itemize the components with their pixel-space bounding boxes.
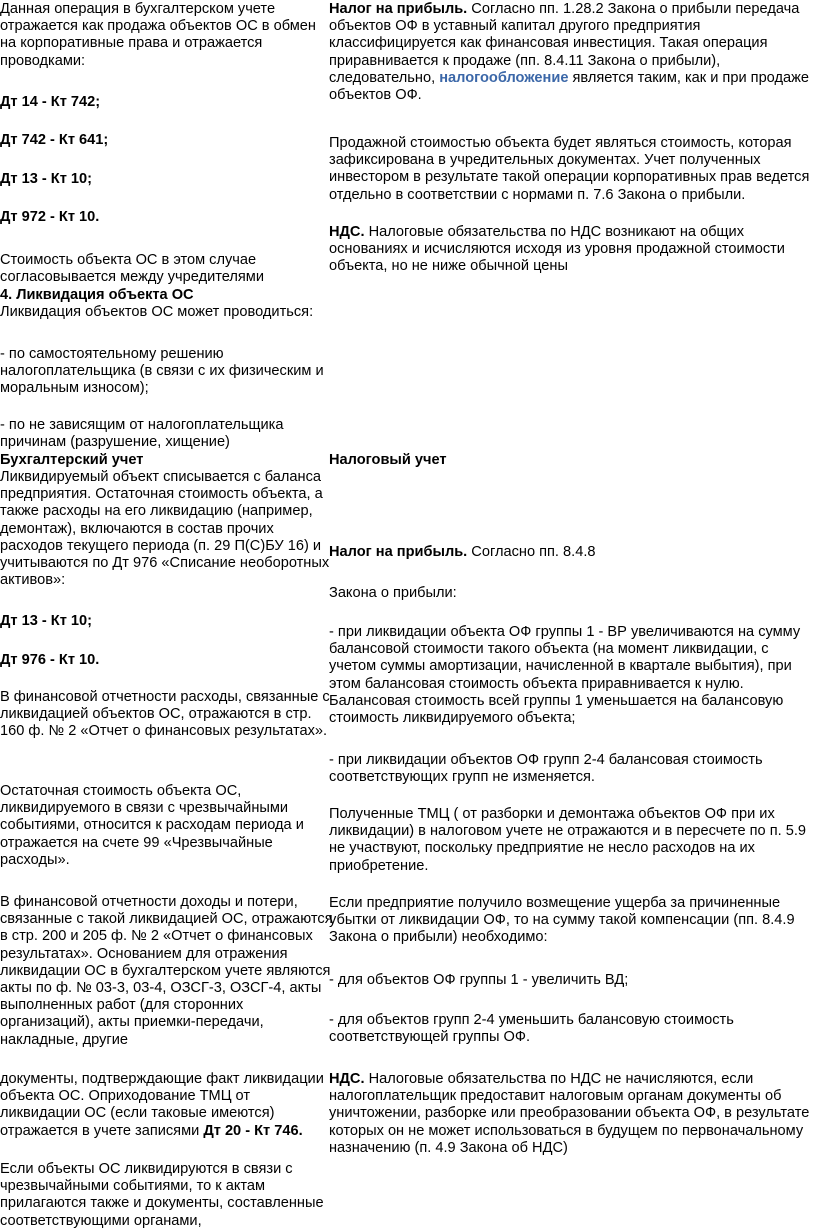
profit-tax-heading: Налог на прибыль.	[329, 1, 468, 17]
section-4-heading: 4. Ликвидация объекта ОС	[0, 287, 194, 303]
financial-report-paragraph: В финансовой отчетности расходы, связанные с ликвидацией объектов ОС, отражаются в стр. 160 ф. № 2 «Отчет о финансовых результатах».	[0, 689, 330, 740]
sale-cost-paragraph: Продажной стоимостью объекта будет являться стоимость, которая зафиксирована в учредительных документах. Учет полученных инвестором в результате такой операции корпоративных прав ведется отдельно в соответствии с нормами п. 7.6 Закона о прибыли.	[329, 135, 810, 203]
law-reference: Закона о прибыли:	[329, 585, 457, 601]
entry-dt976-kt10: Дт 976 - Кт 10.	[0, 652, 100, 668]
liquidation-intro: Ликвидация объектов ОС может проводиться:	[0, 304, 314, 320]
liquidation-bullet-2: - по не зависящим от налогоплательщика причинам (разрушение, хищение)	[0, 417, 284, 451]
tax-accounting-heading: Налоговый учет	[329, 452, 447, 468]
profit-tax-liquidation-paragraph: Налог на прибыль. Согласно пп. 8.4.8	[329, 544, 596, 560]
vat-liquidation-paragraph: НДС. Налоговые обязательства по НДС не начисляются, если налогоплательщик предоставит налоговым органам документы об уничтожении, разборке или преобразовании объекта ОФ, в результате которых он не может использоваться в будущем по первоначальному назначению (п. 4.9 Закона об НДС)	[329, 1071, 810, 1156]
documents-paragraph: документы, подтверждающие факт ликвидации объекта ОС. Оприходование ТМЦ от ликвидации ОС (если таковые имеются) отражается в учете записями Дт 20 - Кт 746.	[0, 1071, 324, 1139]
entry-dt13-kt10-liquidation: Дт 13 - Кт 10;	[0, 613, 93, 629]
liquidation-bullet-1: - по самостоятельному решению налогоплательщика (в связи с их физическим и моральным износом);	[0, 346, 324, 397]
entry-dt20-kt746: Дт 20 - Кт 746.	[203, 1122, 303, 1139]
groups-2-4-bullet: - для объектов групп 2-4 уменьшить балансовую стоимость соответствующей группы ОФ.	[329, 1012, 734, 1046]
vat-paragraph: НДС. Налоговые обязательства по НДС возникают на общих основаниях и исчисляются исходя из уровня продажной стоимости объекта, но не ниже обычной цены	[329, 224, 785, 275]
taxation-link[interactable]: налогообложение	[439, 69, 569, 86]
emergency-paragraph: Остаточная стоимость объекта ОС, ликвидируемого в связи с чрезвычайными событиями, относится к расходам периода и отражается на счете 99 «Чрезвычайные расходы».	[0, 783, 304, 868]
compensation-paragraph: Если предприятие получило возмещение ущерба за причиненные убытки от ликвидации ОФ, то на сумму такой компенсации (пп. 8.4.9 Закона о прибыли) необходимо:	[329, 895, 795, 946]
accounting-heading: Бухгалтерский учет	[0, 452, 144, 468]
profit-tax-heading-2: Налог на прибыль.	[329, 544, 468, 560]
accounting-paragraph: Ликвидируемый объект списывается с баланса предприятия. Остаточная стоимость объекта, а также расходы на его ликвидацию (например, демонтаж), включаются в состав прочих расходов текущего периода (п. 29 П(С)БУ 16) и учитываются по Дт 976 «Списание необоротных активов»:	[0, 469, 330, 589]
groups-2-4-paragraph: - при ликвидации объектов ОФ групп 2-4 балансовая стоимость соответствующих групп не изменяется.	[329, 752, 763, 786]
entry-dt14-kt742: Дт 14 - Кт 742;	[0, 94, 101, 110]
entry-dt972-kt10: Дт 972 - Кт 10.	[0, 209, 100, 225]
intro-paragraph: Данная операция в бухгалтерском учете отражается как продажа объектов ОС в обмен на корпоративные права и отражается проводками:	[0, 1, 316, 69]
tmc-paragraph: Полученные ТМЦ ( от разборки и демонтажа объектов ОФ при их ликвидации) в налоговом учете не отражаются и в пересчете по п. 5.9 не участвуют, поскольку предприятие не несло расходов на их приобретение.	[329, 806, 806, 874]
group-1-paragraph: - при ликвидации объекта ОФ группы 1 - ВР увеличиваются на сумму балансовой стоимости такого объекта (на момент ликвидации, с учетом суммы амортизации, начисленной в квартале выбытия), при этом балансовая стоимость объекта приравнивается к нулю. Балансовая стоимость всей группы 1 уменьшается на балансовую стоимость ликвидируемого объекта;	[329, 624, 801, 727]
cost-note: Стоимость объекта ОС в этом случае согласовывается между учредителями	[0, 252, 264, 286]
group-1-bullet: - для объектов ОФ группы 1 - увеличить ВД;	[329, 972, 629, 988]
emergency-documents-paragraph: Если объекты ОС ликвидируются в связи с чрезвычайными событиями, то к актам прилагаются также и документы, составленные соответствующими органами,	[0, 1161, 324, 1229]
entry-dt742-kt641: Дт 742 - Кт 641;	[0, 132, 109, 148]
entry-dt13-kt10: Дт 13 - Кт 10;	[0, 171, 93, 187]
vat-heading-2: НДС.	[329, 1071, 365, 1087]
profit-tax-paragraph: Налог на прибыль. Согласно пп. 1.28.2 Закона о прибыли передача объектов ОФ в уставный капитал другого предприятия классифицируется как финансовая инвестиция. Такая операция приравнивается к продаже (пп. 8.4.11 Закона о прибыли), следовательно, налогообложение является таким, как и при продаже объектов ОФ.	[329, 1, 809, 104]
income-loss-paragraph: В финансовой отчетности доходы и потери, связанные с такой ликвидацией ОС, отражаются в стр. 200 и 205 ф. № 2 «Отчет о финансовых результатах». Основанием для отражения ликвидации ОС в бухгалтерском учете являются акты по ф. № 03-3, 03-4, ОЗСГ-3, ОЗСГ-4, акты выполненных работ (для сторонних организаций), акты приемки-передачи, накладные, другие	[0, 894, 333, 1048]
vat-heading: НДС.	[329, 224, 365, 240]
